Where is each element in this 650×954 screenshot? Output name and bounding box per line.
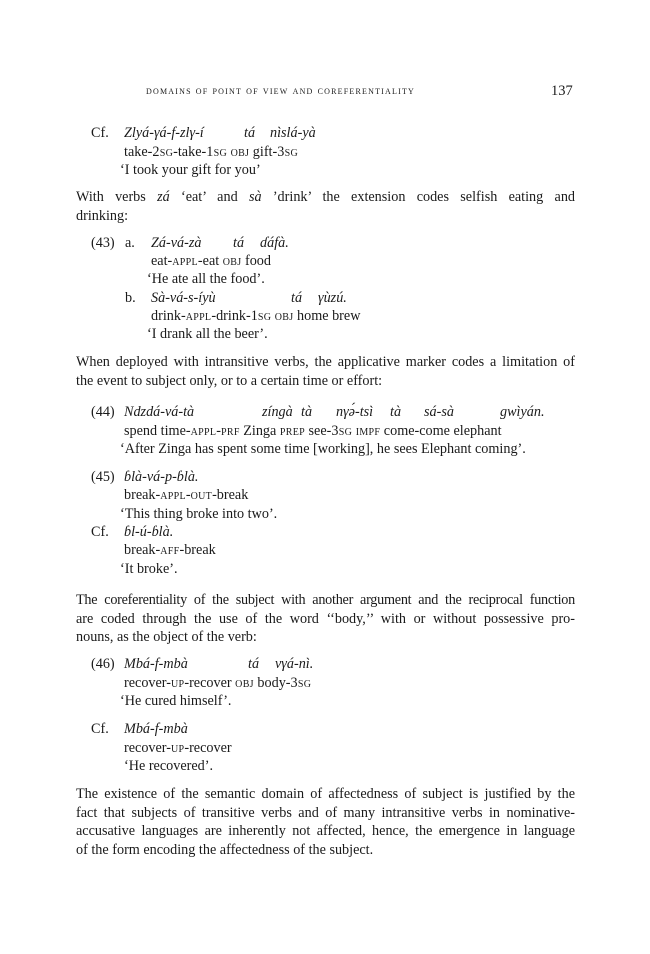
example-translation: ‘It broke’. bbox=[120, 561, 178, 577]
example-gloss: break-aff-break bbox=[124, 542, 216, 558]
example-number: (46) bbox=[91, 656, 115, 672]
example-gloss: spend time-appl-prf Zinga prep see-3sg impf come-come elephant bbox=[124, 423, 502, 439]
example-word: tá bbox=[291, 290, 303, 306]
example-gloss: take-2sg-take-1sg obj gift-3sg bbox=[124, 144, 299, 160]
example-word: tá bbox=[248, 656, 260, 672]
example-word: Sà-vá-s-íyù bbox=[151, 290, 216, 306]
example-word: γùzú. bbox=[318, 290, 347, 306]
example-translation: ‘This thing broke into two’. bbox=[120, 506, 278, 522]
example-number: (44) bbox=[91, 404, 115, 420]
example-translation: ‘He cured himself’. bbox=[120, 693, 232, 709]
example-word: Zá-vá-zà bbox=[151, 235, 202, 251]
example-word: ɓlà-vá-p-ɓlà. bbox=[124, 469, 199, 485]
paragraph-1: With verbs zá ‘eat’ and sà ’drink’ the extension codes selfish eating and drinking: bbox=[76, 189, 576, 224]
example-word: tá bbox=[244, 125, 256, 141]
running-header-title: domains of point of view and coreferentiality bbox=[146, 85, 416, 97]
example-number: (43) bbox=[91, 235, 115, 251]
example-translation: ‘He recovered’. bbox=[124, 758, 214, 774]
example-word: nìslá-yà bbox=[270, 125, 316, 141]
example-word: ɗáfà. bbox=[260, 235, 289, 251]
example-translation: ‘I took your gift for you’ bbox=[120, 162, 261, 178]
example-word: Mbá-f-mbà bbox=[124, 656, 188, 672]
example-word: vγá-nì. bbox=[275, 656, 314, 672]
example-word: ɓl-ú-ɓlà. bbox=[124, 524, 174, 540]
example-label: Cf. bbox=[91, 524, 109, 540]
example-word: Zlyá-γá-f-zlγ-í bbox=[124, 125, 204, 141]
example-number: (45) bbox=[91, 469, 115, 485]
example-sublabel: a. bbox=[125, 235, 135, 251]
example-gloss: recover-up-recover bbox=[124, 740, 232, 756]
example-gloss: drink-appl-drink-1sg obj home brew bbox=[151, 308, 361, 324]
example-label: Cf. bbox=[91, 721, 109, 737]
page-number: 137 bbox=[551, 83, 573, 99]
example-word: nγə́-tsì bbox=[336, 404, 374, 420]
example-word: tà bbox=[390, 404, 402, 420]
example-gloss: break-appl-out-break bbox=[124, 487, 249, 503]
example-word: sá-sà bbox=[424, 404, 454, 420]
paragraph-3: The coreferentiality of the subject with another argument and the reciprocal function are coded through the use of the word ‘‘body,’’ with or without possessive pro- nouns, as the object of the verb: bbox=[76, 592, 575, 646]
example-gloss: eat-appl-eat obj food bbox=[151, 253, 271, 269]
paragraph-4: The existence of the semantic domain of affectedness of subject is justified by the fact that subjects of transitive verbs and of many intransitive verbs in nominative- accusative languages are inherently not affected, hence, the emergence in language of the form encoding the affectedness of the subject. bbox=[76, 786, 575, 858]
example-sublabel: b. bbox=[125, 290, 136, 306]
example-gloss: recover-up-recover obj body-3sg bbox=[124, 675, 312, 691]
example-word: tá bbox=[233, 235, 245, 251]
example-word: zíngà bbox=[262, 404, 293, 420]
example-translation: ‘He ate all the food’. bbox=[147, 271, 265, 287]
example-label: Cf. bbox=[91, 125, 109, 141]
example-word: tà bbox=[301, 404, 313, 420]
example-word: Mbá-f-mbà bbox=[124, 721, 188, 737]
paragraph-2: When deployed with intransitive verbs, the applicative marker codes a limitation of the event to subject only, or to a certain time or effort: bbox=[76, 354, 575, 389]
example-word: gwìyán. bbox=[500, 404, 545, 420]
example-word: Ndzdá-vá-tà bbox=[124, 404, 195, 420]
example-translation: ‘After Zinga has spent some time [working], he sees Elephant coming’. bbox=[120, 441, 526, 457]
example-translation: ‘I drank all the beer’. bbox=[147, 326, 268, 342]
